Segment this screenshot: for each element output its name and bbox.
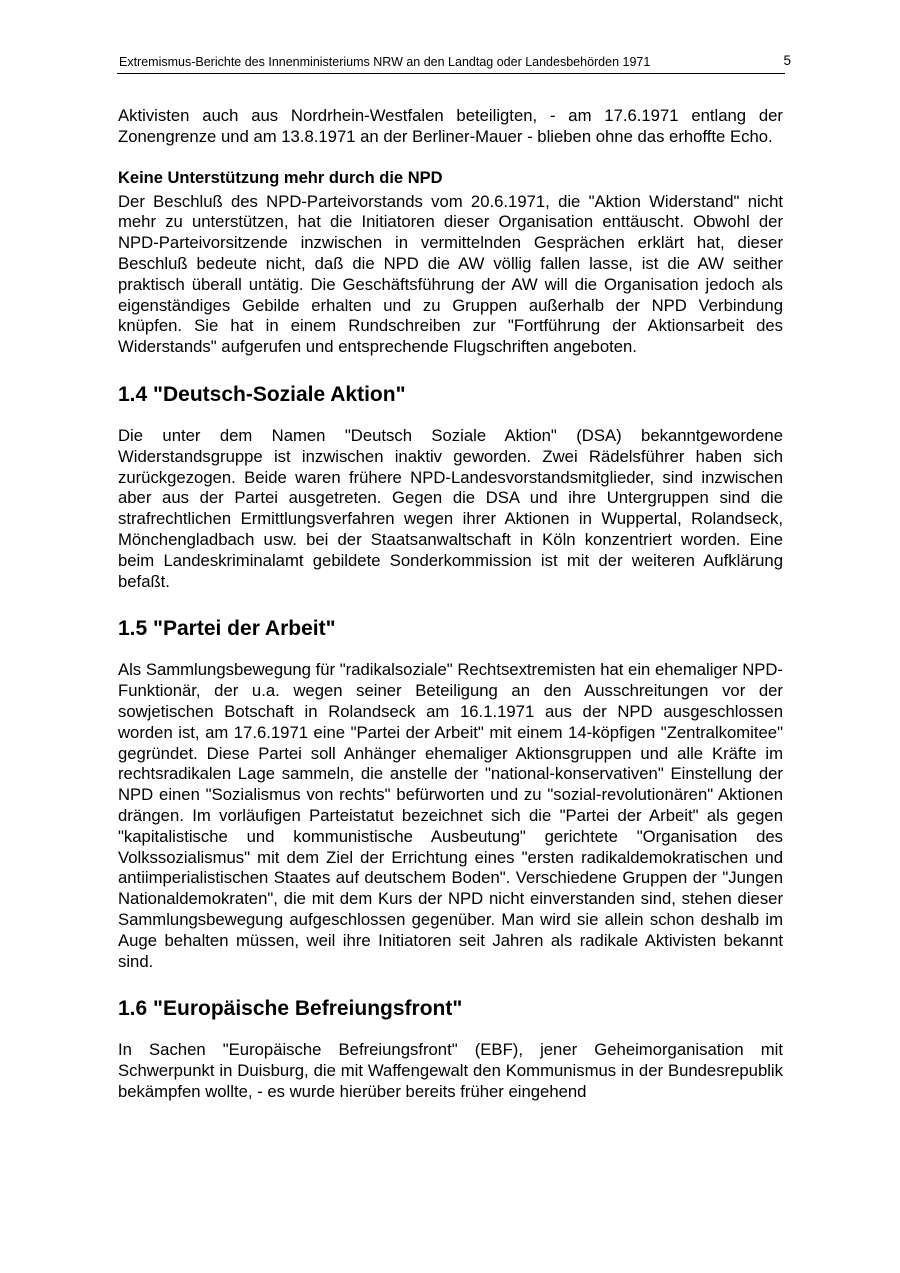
document-body: [118, 106, 783, 1103]
page-header: [117, 53, 791, 74]
npd-support-paragraph: Der Beschluß des NPD-Parteivorstands vom 20.6.1971, die "Aktion Widerstand" nicht mehr zu unterstützen, hat die Initiatoren dieser Organisation enttäuscht. Obwohl der NPD-Parteivorsitzende inzwischen in vermittelnden Gesprächen erklärt hat, dieser Beschluß bedeute nicht, daß die NPD die AW völlig fallen lasse, ist die AW seither praktisch überall untätig. Die Geschäftsführung der AW will die Organisation jedoch als eigenständiges Gebilde erhalten und zu Gruppen außerhalb der NPD Verbindung knüpfen. Sie hat in einem Rundschreiben zur "Fortführung der Aktionsarbeit des Widerstands" aufgerufen und entsprechende Flugschriften angeboten.: [118, 191, 783, 357]
header-title: Extremismus-Berichte des Innenministeriums NRW an den Landtag oder Landesbehörden 1971: [119, 55, 651, 69]
section-1-4-paragraph: Die unter dem Namen "Deutsch Soziale Aktion" (DSA) bekanntgewordene Widerstandsgruppe ist inzwischen inaktiv geworden. Zwei Rädelsführer haben sich zurückgezogen. Beide waren frühere NPD-Landesvorstandsmitglieder, sind inzwischen aber aus der Partei ausgetreten. Gegen die DSA und ihre Untergruppen sind die strafrechtlichen Ermittlungsverfahren wegen ihrer Aktionen in Wuppertal, Rolandseck, Mönchengladbach usw. bei der Staatsanwaltschaft in Köln konzentriert worden. Eine beim Landeskriminalamt gebildete Sonderkommission ist mit der weiteren Aufklärung befaßt.: [118, 425, 783, 591]
subheading-npd-support: Keine Unterstützung mehr durch die NPD: [118, 168, 443, 187]
page-number: 5: [783, 53, 791, 68]
intro-paragraph: Aktivisten auch aus Nordrhein-Westfalen beteiligten, - am 17.6.1971 entlang der Zonengrenze und am 13.8.1971 an der Berliner-Mauer - blieben ohne das erhoffte Echo.: [118, 106, 783, 146]
section-1-5-paragraph: Als Sammlungsbewegung für "radikalsoziale" Rechtsextremisten hat ein ehemaliger NPD-Funktionär, der u.a. wegen seiner Beteiligung an den Ausschreitungen vor der sowjetischen Botschaft in Rolandseck am 16.1.1971 aus der NPD ausgeschlossen worden ist, am 17.6.1971 eine "Partei der Arbeit" mit einem 14-köpfigen "Zentralkomitee" gegründet. Diese Partei soll Anhänger ehemaliger Aktionsgruppen und alle Kräfte im rechtsradikalen Lage sammeln, die anstelle der "national-konservativen" Einstellung der NPD einen "Sozialismus von rechts" befürworten und zu "sozial-revolutionären" Aktionen drängen. Im vorläufigen Parteistatut bezeichnet sich die "Partei der Arbeit" als gegen "kapitalistische und kommunistische Ausbeutung" gerichtete "Organisation des Volkssozialismus" mit dem Ziel der Errichtung eines "ersten radikaldemokratischen und antiimperialistischen Staates auf deutschem Boden". Verschiedene Gruppen der "Jungen Nationaldemokraten", die mit dem Kurs der NPD nicht einverstanden sind, stehen dieser Sammlungsbewegung aufgeschlossen gegenüber. Man wird sie allein schon deshalb im Auge behalten müssen, weil ihre Initiatoren seit Jahren als radikale Aktivisten bekannt sind.: [118, 660, 783, 971]
section-heading-1-4: 1.4 "Deutsch-Soziale Aktion": [118, 382, 406, 406]
section-heading-1-6: 1.6 "Europäische Befreiungsfront": [118, 997, 463, 1021]
section-heading-1-5: 1.5 "Partei der Arbeit": [118, 617, 336, 641]
section-1-6-paragraph: In Sachen "Europäische Befreiungsfront" (EBF), jener Geheimorganisation mit Schwerpunkt in Duisburg, die mit Waffengewalt den Kommunismus in der Bundesrepublik bekämpfen wollte, - es wurde hierüber bereits früher eingehend: [118, 1040, 783, 1101]
